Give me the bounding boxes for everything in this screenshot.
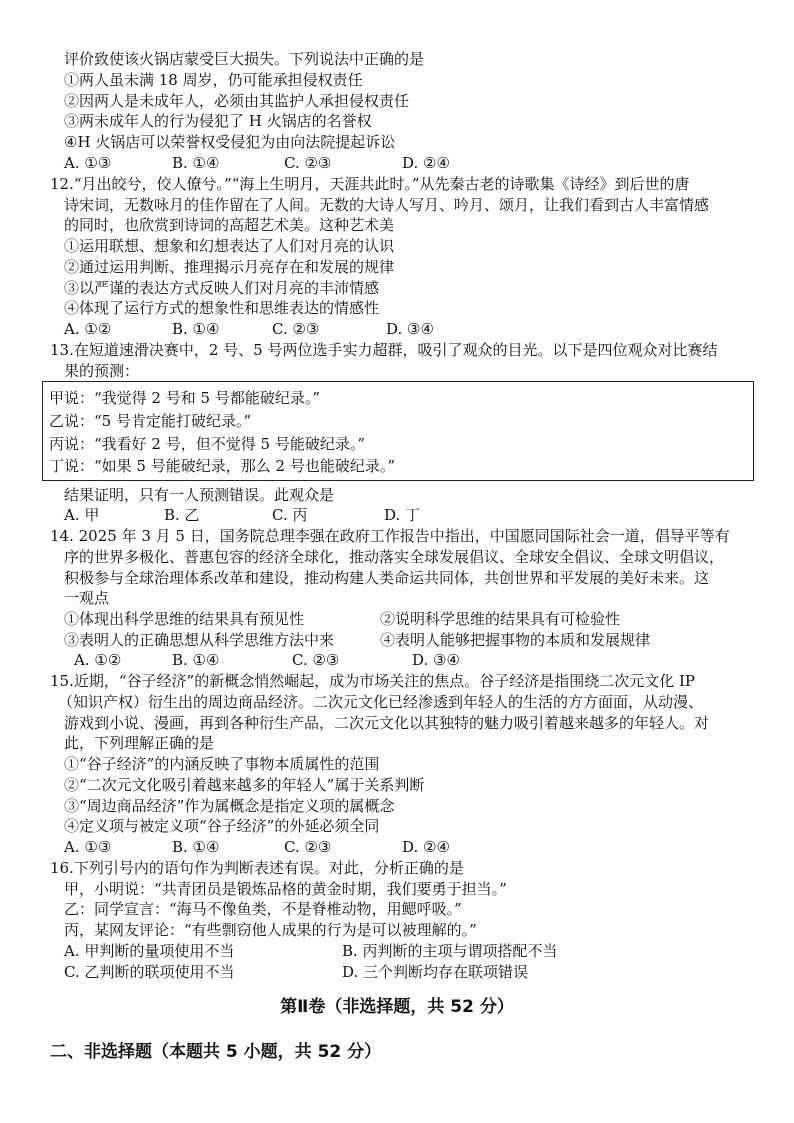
section-2-title: 二、非选择题（本题共 5 小题，共 52 分） <box>50 1042 382 1062</box>
q14-stem-line-1: 14. 2025 年 3 月 5 日，国务院总理李强在政府工作报告中指出，中国愿同国际社会一道，倡导平等有 <box>50 527 730 545</box>
q11-option-d: D. ②④ <box>402 154 450 172</box>
q12-option-c: C. ②③ <box>272 320 320 338</box>
q16-option-c: C. 乙判断的联项使用不当 <box>64 963 235 981</box>
q16-statement-jia: 甲，小明说：“共青团员是锻炼品格的黄金时期，我们要勇于担当。” <box>64 880 507 898</box>
q13-question: 结果证明，只有一人预测错误。此观众是 <box>64 486 335 504</box>
q14-statement-2: ②说明科学思维的结果具有可检验性 <box>380 610 621 628</box>
q14-option-a: A. ①② <box>74 651 122 669</box>
q11-option-a: A. ①③ <box>64 154 112 172</box>
q13-option-b: B. 乙 <box>164 506 200 524</box>
q12-stem-line-3: 的同时，也欣赏到诗词的高超艺术美。这种艺术美 <box>64 216 395 234</box>
q13-prediction-jia: 甲说：“我觉得 2 号和 5 号都能破纪录。” <box>49 389 320 407</box>
q12-stem-line-1: 12.“月出皎兮，佼人僚兮。”“海上生明月，天涯共此时。”从先秦古老的诗歌集《诗经》到后世的唐 <box>50 175 690 193</box>
q11-statement-2: ②因两人是未成年人，必须由其监护人承担侵权责任 <box>64 92 410 110</box>
q14-stem-line-3: 积极参与全球治理体系改革和建设，推动构建人类命运共同体，共创世界和平发展的美好未来。这 <box>64 569 710 587</box>
q13-prediction-bing: 丙说：“我看好 2 号，但不觉得 5 号能破纪录。” <box>49 435 365 453</box>
q14-statement-4: ④表明人能够把握事物的本质和发展规律 <box>380 631 651 649</box>
q16-stem: 16.下列引号内的语句作为判断表述有误。对此，分析正确的是 <box>50 859 464 877</box>
q15-option-d: D. ②④ <box>402 838 450 856</box>
q14-stem-line-4: 一观点 <box>64 589 110 607</box>
q14-statement-1: ①体现出科学思维的结果具有预见性 <box>64 610 305 628</box>
q13-stem-line-2: 果的预测： <box>64 362 140 380</box>
q12-statement-4: ④体现了运行方式的想象性和思维表达的情感性 <box>64 299 380 317</box>
q15-stem-line-4: 此，下列理解正确的是 <box>64 734 215 752</box>
q16-option-b: B. 丙判断的主项与谓项搭配不当 <box>342 942 558 960</box>
q16-option-d: D. 三个判断均存在联项错误 <box>342 963 529 981</box>
q12-option-a: A. ①② <box>64 320 112 338</box>
q12-statement-2: ②通过运用判断、推理揭示月亮存在和发展的规律 <box>64 258 395 276</box>
q13-predictions-box <box>42 381 754 481</box>
q15-stem-line-2: （知识产权）衍生出的周边商品经济。二次元文化已经渗透到年轻人的生活的方方面面，从动漫、 <box>58 693 704 711</box>
q15-option-a: A. ①③ <box>64 838 112 856</box>
q16-statement-bing: 丙，某网友评论：“有些剽窃他人成果的行为是可以被理解的。” <box>64 921 477 939</box>
q15-option-c: C. ②③ <box>284 838 332 856</box>
q12-statement-3: ③以严谨的表达方式反映人们对月亮的丰沛情感 <box>64 279 380 297</box>
q13-stem-line-1: 13.在短道速滑决赛中，2 号、5 号两位选手实力超群，吸引了观众的目光。以下是四位观众对比赛结 <box>50 341 718 359</box>
q11-statement-1: ①两人虽未满 18 周岁，仍可能承担侵权责任 <box>64 71 363 89</box>
q14-option-c: C. ②③ <box>292 651 340 669</box>
q15-statement-2: ②“二次元文化吸引着越来越多的年轻人”属于关系判断 <box>64 776 425 794</box>
q16-statement-yi: 乙：同学宣言：“海马不像鱼类，不是脊椎动物，用鳃呼吸。” <box>64 900 462 918</box>
q11-option-c: C. ②③ <box>284 154 332 172</box>
q13-option-c: C. 丙 <box>272 506 308 524</box>
q13-prediction-ding: 丁说：“如果 5 号能破纪录，那么 2 号也能破纪录。” <box>49 457 395 475</box>
q11-option-b: B. ①④ <box>172 154 220 172</box>
q15-stem-line-1: 15.近期，“谷子经济”的新概念悄然崛起，成为市场关注的焦点。谷子经济是指围绕二次元文化 IP <box>50 672 695 690</box>
q13-prediction-yi: 乙说：“5 号肯定能打破纪录。” <box>49 412 252 430</box>
q14-statement-3: ③表明人的正确思想从科学思维方法中来 <box>64 631 335 649</box>
q15-option-b: B. ①④ <box>172 838 220 856</box>
q15-stem-line-3: 游戏到小说、漫画，再到各种衍生产品，二次元文化以其独特的魅力吸引着越来越多的年轻人。对 <box>64 714 710 732</box>
q12-option-b: B. ①④ <box>172 320 220 338</box>
q11-statement-3: ③两未成年人的行为侵犯了 H 火锅店的名誉权 <box>64 112 372 130</box>
q14-option-b: B. ①④ <box>172 651 220 669</box>
q12-stem-line-2: 诗宋词，无数咏月的佳作留在了人间。无数的大诗人写月、吟月、颂月，让我们看到古人丰富情感 <box>64 196 710 214</box>
q11-statement-4: ④H 火锅店可以荣誉权受侵犯为由向法院提起诉讼 <box>64 133 396 151</box>
q15-statement-1: ①“谷子经济”的内涵反映了事物本质属性的范围 <box>64 755 380 773</box>
q11-stem-continuation: 评价致使该火锅店蒙受巨大损失。下列说法中正确的是 <box>64 50 425 68</box>
part-2-title: 第Ⅱ卷（非选择题，共 52 分） <box>280 997 514 1017</box>
q15-statement-3: ③“周边商品经济”作为属概念是指定义项的属概念 <box>64 797 395 815</box>
q13-option-a: A. 甲 <box>64 506 100 524</box>
q14-stem-line-2: 序的世界多极化、普惠包容的经济全球化，推动落实全球发展倡议、全球安全倡议、全球文明倡议， <box>64 548 725 566</box>
q15-statement-4: ④定义项与被定义项“谷子经济”的外延必须全同 <box>64 817 380 835</box>
q13-option-d: D. 丁 <box>384 506 421 524</box>
q14-option-d: D. ③④ <box>412 651 460 669</box>
q12-statement-1: ①运用联想、想象和幻想表达了人们对月亮的认识 <box>64 237 395 255</box>
q12-option-d: D. ③④ <box>386 320 434 338</box>
q16-option-a: A. 甲判断的量项使用不当 <box>64 942 235 960</box>
